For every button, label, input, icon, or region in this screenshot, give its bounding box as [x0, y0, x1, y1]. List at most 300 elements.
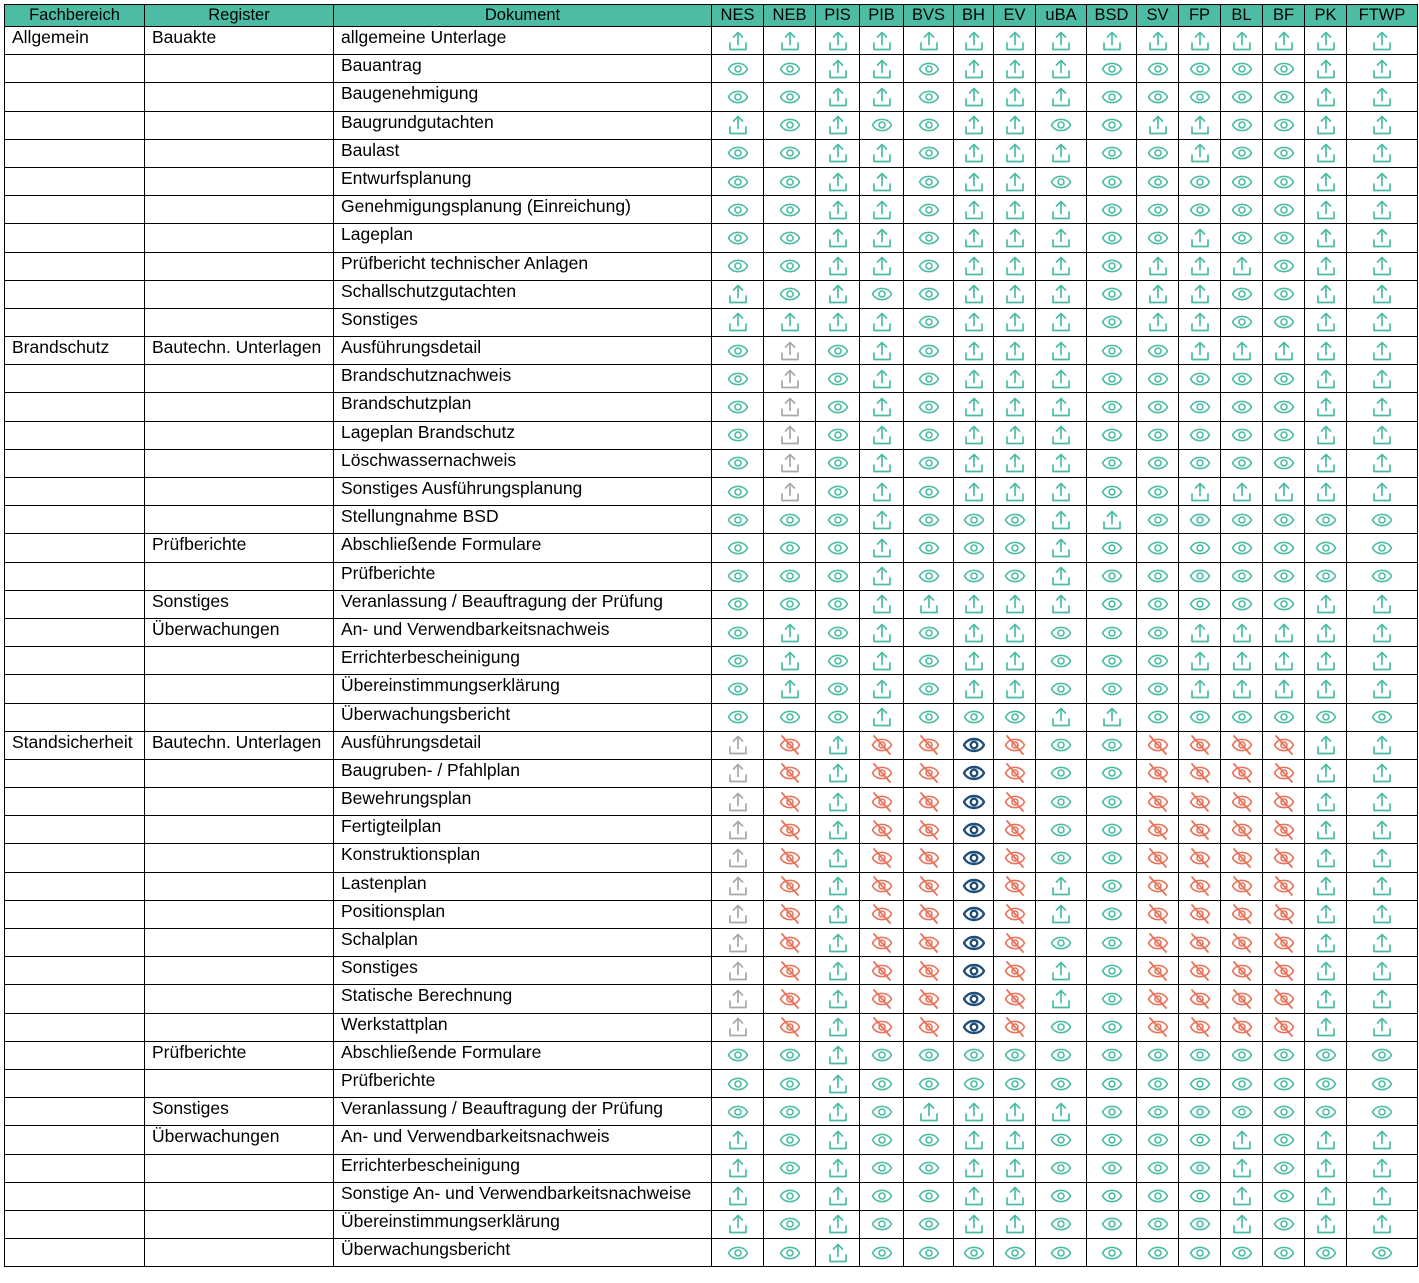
permission-cell	[860, 224, 904, 252]
permission-cell	[1179, 985, 1221, 1013]
register-cell	[145, 788, 334, 816]
table-row	[5, 788, 1418, 816]
permission-cell	[712, 618, 764, 646]
permission-cell	[1221, 252, 1263, 280]
register-cell: Bauakte	[145, 27, 334, 55]
permission-cell	[1179, 929, 1221, 957]
permission-cell	[1263, 1041, 1305, 1069]
permission-cell	[816, 731, 860, 759]
upload-icon	[726, 283, 750, 305]
permission-cell	[1137, 788, 1179, 816]
eye-icon	[1146, 396, 1170, 418]
upload-icon	[1370, 142, 1394, 164]
eye-icon	[1049, 1185, 1073, 1207]
register-cell: Sonstiges	[145, 1098, 334, 1126]
permission-cell	[860, 957, 904, 985]
permission-cell	[1087, 27, 1137, 55]
upload-icon	[1370, 734, 1394, 756]
eye-crossed-icon	[1146, 960, 1170, 982]
permission-cell	[1087, 506, 1137, 534]
upload-icon	[1049, 424, 1073, 446]
upload-icon	[1230, 1157, 1254, 1179]
eye-icon	[1100, 593, 1124, 615]
permission-cell	[1036, 985, 1087, 1013]
permission-cell	[994, 365, 1036, 393]
permission-cell	[1087, 675, 1137, 703]
upload-icon	[1230, 678, 1254, 700]
permission-cell	[860, 167, 904, 195]
permission-cell	[1347, 562, 1418, 590]
permission-cell	[860, 506, 904, 534]
eye-icon	[1003, 537, 1027, 559]
eye-crossed-icon	[917, 791, 941, 813]
column-header: NES	[712, 5, 764, 27]
register-cell	[145, 167, 334, 195]
upload-icon-grey	[726, 960, 750, 982]
permission-cell	[954, 55, 994, 83]
fachbereich-cell	[5, 393, 145, 421]
permission-cell	[1221, 1239, 1263, 1267]
register-cell	[145, 252, 334, 280]
permission-cell	[1137, 196, 1179, 224]
permission-cell	[1036, 1210, 1087, 1238]
permission-cell	[1137, 139, 1179, 167]
permission-cell	[816, 1098, 860, 1126]
upload-icon	[1003, 311, 1027, 333]
fachbereich-cell	[5, 252, 145, 280]
upload-icon	[1370, 819, 1394, 841]
permission-cell	[1305, 844, 1347, 872]
permission-cell	[712, 27, 764, 55]
register-cell	[145, 985, 334, 1013]
upload-icon	[1370, 1213, 1394, 1235]
permission-cell	[1179, 393, 1221, 421]
permission-cell	[1087, 139, 1137, 167]
upload-icon-grey	[726, 903, 750, 925]
permission-cell	[1263, 1182, 1305, 1210]
permission-cell	[1221, 308, 1263, 336]
dokument-cell: Sonstiges	[334, 957, 712, 985]
upload-icon	[870, 424, 894, 446]
eye-icon	[1100, 1044, 1124, 1066]
permission-cell	[1347, 816, 1418, 844]
permission-cell	[816, 337, 860, 365]
fachbereich-cell	[5, 590, 145, 618]
eye-crossed-icon	[1146, 988, 1170, 1010]
permission-cell	[764, 872, 816, 900]
permission-cell	[1305, 562, 1347, 590]
permission-cell	[1305, 308, 1347, 336]
eye-bold-icon	[962, 875, 986, 897]
upload-icon	[1049, 593, 1073, 615]
permission-cell	[1036, 957, 1087, 985]
permission-cell	[712, 449, 764, 477]
eye-crossed-icon	[1188, 734, 1212, 756]
eye-icon	[778, 706, 802, 728]
permission-cell	[904, 421, 954, 449]
permission-cell	[1036, 196, 1087, 224]
permission-cell	[1087, 816, 1137, 844]
eye-icon	[917, 171, 941, 193]
permission-cell	[816, 590, 860, 618]
upload-icon	[1188, 650, 1212, 672]
permission-cell	[1179, 1210, 1221, 1238]
permission-cell	[1036, 647, 1087, 675]
permission-cell	[1137, 1013, 1179, 1041]
upload-icon	[1370, 988, 1394, 1010]
eye-crossed-icon	[778, 791, 802, 813]
upload-icon	[1003, 340, 1027, 362]
permission-cell	[1087, 252, 1137, 280]
permission-cell	[712, 675, 764, 703]
permission-cell	[1036, 759, 1087, 787]
permission-cell	[860, 1210, 904, 1238]
eye-icon	[1230, 142, 1254, 164]
upload-icon	[1003, 283, 1027, 305]
permission-cell	[904, 55, 954, 83]
eye-icon	[1230, 1044, 1254, 1066]
eye-bold-icon	[962, 903, 986, 925]
permission-cell	[994, 590, 1036, 618]
upload-icon	[962, 58, 986, 80]
table-row	[5, 252, 1418, 280]
upload-icon	[870, 255, 894, 277]
permission-cell	[712, 1182, 764, 1210]
upload-icon	[1314, 819, 1338, 841]
eye-icon	[826, 340, 850, 362]
upload-icon	[870, 396, 894, 418]
permission-cell	[860, 139, 904, 167]
register-cell	[145, 365, 334, 393]
upload-icon	[1230, 1185, 1254, 1207]
dokument-cell: Ausführungsdetail	[334, 731, 712, 759]
permission-cell	[1137, 1126, 1179, 1154]
upload-icon	[1314, 255, 1338, 277]
register-cell	[145, 83, 334, 111]
eye-icon	[962, 509, 986, 531]
permission-cell	[1305, 1210, 1347, 1238]
permission-cell	[816, 393, 860, 421]
eye-icon	[1272, 537, 1296, 559]
dokument-cell: Entwurfsplanung	[334, 167, 712, 195]
permission-cell	[764, 703, 816, 731]
permission-cell	[1036, 731, 1087, 759]
upload-icon	[1370, 311, 1394, 333]
permission-cell	[860, 703, 904, 731]
eye-icon	[917, 622, 941, 644]
upload-icon	[1370, 762, 1394, 784]
permission-cell	[904, 1041, 954, 1069]
eye-bold-icon	[962, 734, 986, 756]
upload-icon	[826, 171, 850, 193]
permission-cell	[1305, 337, 1347, 365]
fachbereich-cell	[5, 929, 145, 957]
eye-icon	[726, 424, 750, 446]
upload-icon	[1314, 678, 1338, 700]
permission-cell	[1179, 1126, 1221, 1154]
permission-cell	[1263, 478, 1305, 506]
eye-bold-icon	[962, 1016, 986, 1038]
permission-cell	[994, 1154, 1036, 1182]
upload-icon	[1146, 30, 1170, 52]
upload-icon	[1314, 650, 1338, 672]
eye-icon	[778, 1073, 802, 1095]
eye-crossed-icon	[1272, 762, 1296, 784]
permission-cell	[764, 83, 816, 111]
permission-cell	[954, 421, 994, 449]
permission-cell	[764, 365, 816, 393]
upload-icon	[1003, 1157, 1027, 1179]
upload-icon	[1188, 255, 1212, 277]
register-cell	[145, 308, 334, 336]
permission-cell	[1305, 929, 1347, 957]
eye-icon	[1314, 706, 1338, 728]
upload-icon	[826, 847, 850, 869]
eye-icon	[778, 199, 802, 221]
permission-cell	[816, 83, 860, 111]
eye-icon	[1272, 171, 1296, 193]
eye-icon	[1146, 622, 1170, 644]
eye-crossed-icon	[917, 1016, 941, 1038]
eye-icon	[1272, 311, 1296, 333]
permission-cell	[1179, 1182, 1221, 1210]
eye-icon	[1003, 565, 1027, 587]
permission-cell	[1036, 280, 1087, 308]
column-header: PIB	[860, 5, 904, 27]
permission-cell	[904, 534, 954, 562]
permission-cell	[954, 167, 994, 195]
upload-icon	[826, 734, 850, 756]
upload-icon	[826, 199, 850, 221]
permission-cell	[1221, 590, 1263, 618]
permission-cell	[1087, 83, 1137, 111]
permission-cell	[1179, 421, 1221, 449]
upload-icon	[1314, 1213, 1338, 1235]
eye-icon	[726, 452, 750, 474]
eye-icon	[1049, 1016, 1073, 1038]
column-header: NEB	[764, 5, 816, 27]
permission-cell	[1036, 55, 1087, 83]
register-cell	[145, 647, 334, 675]
permission-cell	[954, 83, 994, 111]
column-header: uBA	[1036, 5, 1087, 27]
column-header: Register	[145, 5, 334, 27]
permission-cell	[994, 421, 1036, 449]
permission-cell	[712, 393, 764, 421]
permission-cell	[764, 647, 816, 675]
permission-cell	[764, 478, 816, 506]
permission-cell	[1347, 844, 1418, 872]
permission-cell	[1036, 83, 1087, 111]
permission-cell	[1305, 365, 1347, 393]
fachbereich-cell	[5, 844, 145, 872]
eye-icon	[1188, 86, 1212, 108]
eye-icon	[917, 396, 941, 418]
dokument-cell: Sonstiges	[334, 308, 712, 336]
upload-icon-grey	[726, 1016, 750, 1038]
eye-icon	[1049, 1213, 1073, 1235]
upload-icon	[826, 86, 850, 108]
upload-icon	[826, 875, 850, 897]
permission-cell	[1263, 590, 1305, 618]
permission-cell	[1305, 985, 1347, 1013]
permission-cell	[712, 196, 764, 224]
permission-cell	[954, 393, 994, 421]
eye-icon	[1272, 227, 1296, 249]
permission-cell	[860, 1041, 904, 1069]
eye-bold-icon	[962, 791, 986, 813]
permission-cell	[816, 872, 860, 900]
permission-cell	[1305, 111, 1347, 139]
eye-icon	[1146, 58, 1170, 80]
upload-icon	[962, 340, 986, 362]
upload-icon	[1370, 424, 1394, 446]
permission-cell	[904, 1239, 954, 1267]
eye-icon	[917, 1213, 941, 1235]
eye-icon	[1146, 481, 1170, 503]
permission-cell	[1087, 55, 1137, 83]
permission-cell	[816, 167, 860, 195]
permission-cell	[1221, 1069, 1263, 1097]
upload-icon	[1314, 114, 1338, 136]
eye-icon	[778, 593, 802, 615]
upload-icon	[826, 1213, 850, 1235]
permission-cell	[712, 252, 764, 280]
table-row	[5, 280, 1418, 308]
permission-cell	[1087, 590, 1137, 618]
fachbereich-cell	[5, 421, 145, 449]
permission-cell	[1137, 27, 1179, 55]
permission-cell	[764, 449, 816, 477]
permission-cell	[904, 844, 954, 872]
eye-crossed-icon	[1146, 847, 1170, 869]
permission-cell	[994, 675, 1036, 703]
upload-icon	[1314, 227, 1338, 249]
column-header: PIS	[816, 5, 860, 27]
permission-cell	[954, 872, 994, 900]
permission-cell	[994, 337, 1036, 365]
eye-icon	[1100, 903, 1124, 925]
permission-cell	[712, 872, 764, 900]
upload-icon	[1370, 396, 1394, 418]
fachbereich-cell	[5, 55, 145, 83]
upload-icon-grey	[778, 396, 802, 418]
permission-cell	[1036, 167, 1087, 195]
permission-cell	[1263, 618, 1305, 646]
eye-icon	[778, 114, 802, 136]
eye-icon	[726, 368, 750, 390]
eye-icon	[1146, 1157, 1170, 1179]
eye-crossed-icon	[917, 762, 941, 784]
permission-cell	[1305, 618, 1347, 646]
upload-icon	[726, 30, 750, 52]
permission-cell	[816, 985, 860, 1013]
permission-cell	[1263, 816, 1305, 844]
eye-icon	[1188, 368, 1212, 390]
permission-cell	[816, 1013, 860, 1041]
fachbereich-cell	[5, 759, 145, 787]
eye-icon	[917, 199, 941, 221]
upload-icon	[1370, 791, 1394, 813]
permission-cell	[1263, 562, 1305, 590]
eye-icon	[1049, 819, 1073, 841]
upload-icon	[962, 452, 986, 474]
eye-icon	[1146, 1185, 1170, 1207]
eye-icon	[1272, 1073, 1296, 1095]
eye-icon	[1188, 424, 1212, 446]
permission-cell	[904, 618, 954, 646]
upload-icon	[1049, 537, 1073, 559]
fachbereich-cell	[5, 365, 145, 393]
eye-crossed-icon	[1188, 847, 1212, 869]
permission-cell	[1221, 731, 1263, 759]
upload-icon	[1049, 1101, 1073, 1123]
permission-cell	[904, 1069, 954, 1097]
permission-cell	[904, 280, 954, 308]
permission-cell	[860, 252, 904, 280]
eye-icon	[1272, 1129, 1296, 1151]
eye-crossed-icon	[1230, 988, 1254, 1010]
eye-icon	[1146, 565, 1170, 587]
eye-icon	[1100, 283, 1124, 305]
eye-icon	[726, 1073, 750, 1095]
upload-icon	[1314, 593, 1338, 615]
permission-cell	[712, 55, 764, 83]
permission-cell	[1347, 647, 1418, 675]
permission-cell	[1221, 759, 1263, 787]
permission-cell	[904, 1182, 954, 1210]
permission-cell	[860, 1013, 904, 1041]
permission-cell	[1305, 816, 1347, 844]
permission-cell	[994, 308, 1036, 336]
permission-cell	[1137, 506, 1179, 534]
permission-cell	[1087, 1041, 1137, 1069]
register-cell	[145, 1182, 334, 1210]
permission-cell	[1347, 224, 1418, 252]
permission-cell	[994, 1069, 1036, 1097]
eye-icon	[1100, 847, 1124, 869]
permission-cell	[1221, 365, 1263, 393]
upload-icon	[1314, 142, 1338, 164]
eye-icon	[1100, 932, 1124, 954]
eye-icon	[1003, 706, 1027, 728]
upload-icon	[1003, 368, 1027, 390]
permission-cell	[816, 224, 860, 252]
eye-icon	[1100, 86, 1124, 108]
permission-cell	[994, 1182, 1036, 1210]
permission-cell	[1347, 534, 1418, 562]
eye-icon	[1100, 58, 1124, 80]
upload-icon	[1003, 452, 1027, 474]
table-row	[5, 1069, 1418, 1097]
register-cell	[145, 111, 334, 139]
eye-crossed-icon	[778, 988, 802, 1010]
upload-icon	[778, 30, 802, 52]
permission-cell	[1137, 337, 1179, 365]
permission-cell	[712, 844, 764, 872]
table-row	[5, 365, 1418, 393]
permission-cell	[904, 816, 954, 844]
eye-crossed-icon	[1188, 875, 1212, 897]
permission-cell	[1221, 1154, 1263, 1182]
fachbereich-cell	[5, 308, 145, 336]
eye-crossed-icon	[1272, 960, 1296, 982]
table-row	[5, 393, 1418, 421]
column-header: PK	[1305, 5, 1347, 27]
upload-icon	[917, 593, 941, 615]
permission-cell	[712, 1126, 764, 1154]
permission-cell	[1179, 449, 1221, 477]
